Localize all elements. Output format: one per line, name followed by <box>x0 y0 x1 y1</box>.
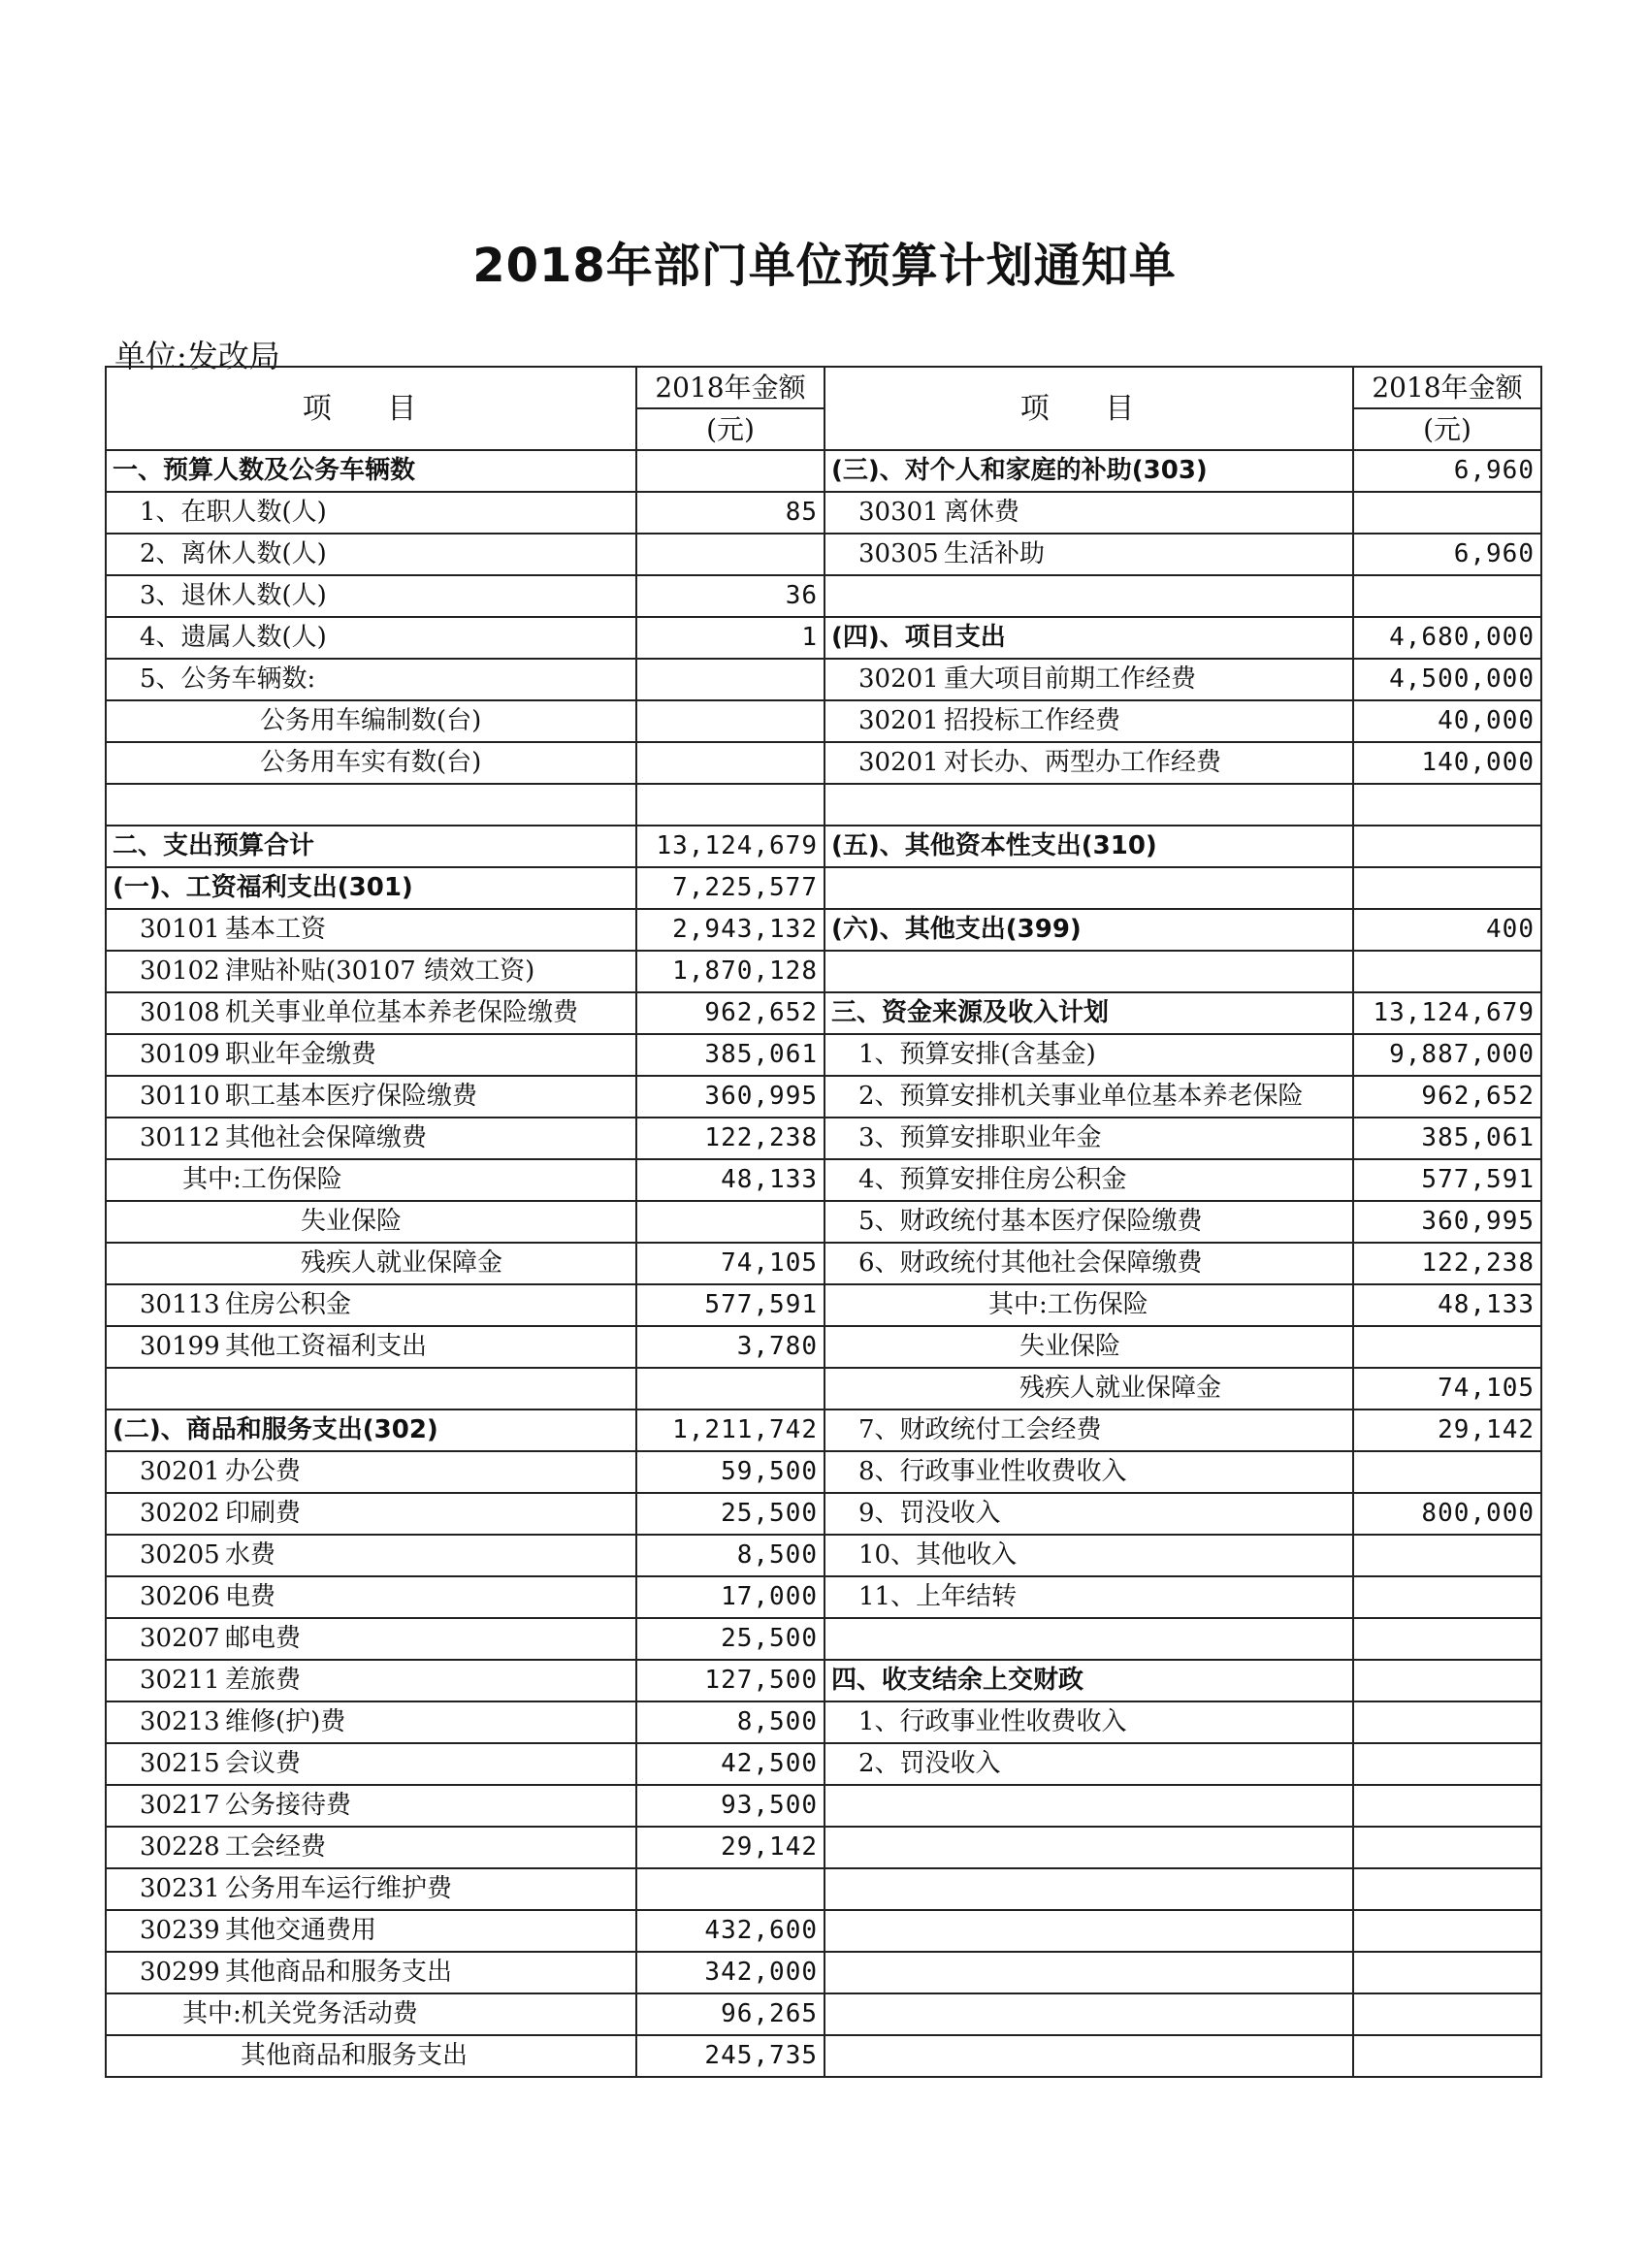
page-title: 2018年部门单位预算计划通知单 <box>472 239 1177 293</box>
right-item-label: (四)、项目支出 <box>831 623 1006 652</box>
left-item-code: 30201 <box>140 1457 220 1486</box>
left-item-code: 30108 <box>140 998 220 1027</box>
right-amount-cell: 48,133 <box>1353 1284 1541 1326</box>
left-item-cell <box>106 1409 636 1451</box>
left-item-label: 2、离休人数(人) <box>140 539 327 568</box>
right-item-cell <box>824 1368 1353 1409</box>
left-item-label: 1、在职人数(人) <box>140 498 327 527</box>
right-amount-cell <box>1353 1451 1541 1493</box>
left-item-code: 30207 <box>140 1624 220 1653</box>
table-row <box>106 1576 1541 1618</box>
left-amount-cell <box>636 784 824 826</box>
left-item-label: 水费 <box>225 1540 276 1570</box>
right-item-code: 30201 <box>858 706 939 735</box>
left-item-cell <box>106 1034 636 1076</box>
left-amount-cell: 1 <box>636 617 824 659</box>
right-amount-cell <box>1353 951 1541 992</box>
right-item-cell <box>824 2035 1353 2077</box>
left-item-cell <box>106 1159 636 1201</box>
right-item-label: 8、行政事业性收费收入 <box>858 1457 1127 1486</box>
left-amount-cell: 59,500 <box>636 1451 824 1493</box>
left-item-label: 公务用车运行维护费 <box>225 1874 453 1903</box>
left-item-label: 印刷费 <box>225 1499 302 1528</box>
right-item-cell <box>824 784 1353 826</box>
table-row <box>106 1201 1541 1243</box>
right-item-code: 30301 <box>858 498 939 527</box>
right-amount-cell: 4,680,000 <box>1353 617 1541 659</box>
right-item-cell <box>824 1660 1353 1701</box>
right-amount-cell: 577,591 <box>1353 1159 1541 1201</box>
right-item-cell <box>824 700 1353 742</box>
left-item-label: 其他工资福利支出 <box>225 1332 428 1361</box>
right-amount-cell <box>1353 1993 1541 2035</box>
right-item-label: 5、财政统付基本医疗保险缴费 <box>858 1207 1203 1236</box>
left-item-label: 其中:工伤保险 <box>182 1165 342 1194</box>
left-amount-cell: 42,500 <box>636 1743 824 1785</box>
table-row <box>106 1118 1541 1159</box>
left-amount-cell: 122,238 <box>636 1118 824 1159</box>
left-item-cell <box>106 1993 636 2035</box>
right-amount-cell: 400 <box>1353 909 1541 951</box>
left-item-code: 30239 <box>140 1916 220 1945</box>
table-row <box>106 867 1541 909</box>
right-amount-cell: 122,238 <box>1353 1243 1541 1284</box>
left-item-label: 一、预算人数及公务车辆数 <box>113 456 416 485</box>
right-item-label: 重大项目前期工作经费 <box>944 664 1197 694</box>
left-item-label: 其他社会保障缴费 <box>225 1123 428 1152</box>
left-amount-cell: 3,780 <box>636 1326 824 1368</box>
right-amount-cell: 13,124,679 <box>1353 992 1541 1034</box>
left-amount-cell: 360,995 <box>636 1076 824 1118</box>
right-amount-cell <box>1353 1576 1541 1618</box>
left-amount-cell <box>636 534 824 575</box>
left-item-code: 30109 <box>140 1040 220 1069</box>
right-item-label: (三)、对个人和家庭的补助(303) <box>831 456 1208 485</box>
left-item-cell <box>106 1576 636 1618</box>
left-item-cell <box>106 1785 636 1827</box>
left-item-label: 公务用车实有数(台) <box>260 748 482 777</box>
left-item-label: 3、退休人数(人) <box>140 581 327 610</box>
right-amount-cell: 40,000 <box>1353 700 1541 742</box>
right-item-label: 1、行政事业性收费收入 <box>858 1707 1127 1736</box>
left-amount-cell: 1,870,128 <box>636 951 824 992</box>
right-item-label: 生活补助 <box>944 539 1046 568</box>
right-item-cell <box>824 909 1353 951</box>
left-item-cell <box>106 1827 636 1868</box>
right-item-cell <box>824 1201 1353 1243</box>
left-item-cell <box>106 1201 636 1243</box>
left-item-cell <box>106 1743 636 1785</box>
right-amount-cell: 962,652 <box>1353 1076 1541 1118</box>
right-item-cell <box>824 1159 1353 1201</box>
left-item-cell <box>106 1284 636 1326</box>
left-item-cell <box>106 492 636 534</box>
left-amount-cell: 245,735 <box>636 2035 824 2077</box>
table-row <box>106 1618 1541 1660</box>
right-item-label: 9、罚没收入 <box>858 1499 1001 1528</box>
table-row <box>106 1076 1541 1118</box>
table-row <box>106 826 1541 867</box>
table-row <box>106 575 1541 617</box>
right-item-cell <box>824 1952 1353 1993</box>
left-item-label: (二)、商品和服务支出(302) <box>113 1415 438 1444</box>
right-item-cell <box>824 992 1353 1034</box>
left-item-code: 30213 <box>140 1707 220 1736</box>
left-item-code: 30202 <box>140 1499 220 1528</box>
left-item-cell <box>106 1118 636 1159</box>
table-row <box>106 659 1541 700</box>
left-amount-cell: 25,500 <box>636 1618 824 1660</box>
right-item-cell <box>824 617 1353 659</box>
left-amount-cell: 342,000 <box>636 1952 824 1993</box>
left-amount-cell <box>636 742 824 784</box>
header-item-left: 项 目 <box>106 367 636 450</box>
right-item-label: 4、预算安排住房公积金 <box>858 1165 1127 1194</box>
table-row <box>106 534 1541 575</box>
left-amount-cell: 432,600 <box>636 1910 824 1952</box>
right-item-cell <box>824 1785 1353 1827</box>
right-amount-cell <box>1353 1701 1541 1743</box>
right-item-label: 离休费 <box>944 498 1020 527</box>
right-item-cell <box>824 1284 1353 1326</box>
table-row <box>106 1451 1541 1493</box>
left-item-code: 30215 <box>140 1749 220 1778</box>
table-row <box>106 1743 1541 1785</box>
table-row <box>106 1952 1541 1993</box>
left-item-label: 津贴补贴(30107 绩效工资) <box>225 956 535 986</box>
right-item-code: 30201 <box>858 664 939 694</box>
left-item-label: 工会经费 <box>225 1832 327 1862</box>
left-item-label: 公务接待费 <box>225 1791 352 1820</box>
right-amount-cell <box>1353 2035 1541 2077</box>
left-item-label: 差旅费 <box>225 1666 302 1695</box>
left-amount-cell <box>636 700 824 742</box>
left-amount-cell <box>636 1201 824 1243</box>
right-item-cell <box>824 1118 1353 1159</box>
left-item-code: 30113 <box>140 1290 220 1319</box>
right-item-cell <box>824 951 1353 992</box>
right-item-label: 四、收支结余上交财政 <box>831 1666 1084 1695</box>
right-amount-cell <box>1353 1952 1541 1993</box>
left-item-cell <box>106 951 636 992</box>
right-item-cell <box>824 1576 1353 1618</box>
right-amount-cell <box>1353 1535 1541 1576</box>
left-item-cell <box>106 1868 636 1910</box>
left-amount-cell: 127,500 <box>636 1660 824 1701</box>
left-item-code: 30211 <box>140 1666 220 1695</box>
budget-table-body <box>106 367 1541 2077</box>
right-item-cell <box>824 659 1353 700</box>
left-item-cell <box>106 1243 636 1284</box>
left-item-cell <box>106 742 636 784</box>
left-amount-cell: 2,943,132 <box>636 909 824 951</box>
right-amount-cell <box>1353 1910 1541 1952</box>
left-item-code: 30206 <box>140 1582 220 1611</box>
right-amount-cell: 9,887,000 <box>1353 1034 1541 1076</box>
left-item-label: 失业保险 <box>301 1207 403 1236</box>
right-item-label: 对长办、两型办工作经费 <box>944 748 1222 777</box>
right-item-label: (五)、其他资本性支出(310) <box>831 831 1157 860</box>
right-item-cell <box>824 742 1353 784</box>
left-amount-cell: 13,124,679 <box>636 826 824 867</box>
left-item-cell <box>106 1910 636 1952</box>
right-amount-cell: 6,960 <box>1353 534 1541 575</box>
right-amount-cell <box>1353 1827 1541 1868</box>
left-item-cell <box>106 1076 636 1118</box>
table-row <box>106 742 1541 784</box>
table-row <box>106 1284 1541 1326</box>
left-item-cell <box>106 2035 636 2077</box>
right-item-cell <box>824 1618 1353 1660</box>
left-item-code: 30217 <box>140 1791 220 1820</box>
right-item-cell <box>824 1034 1353 1076</box>
right-item-cell <box>824 1743 1353 1785</box>
table-row <box>106 1243 1541 1284</box>
left-item-code: 30199 <box>140 1332 220 1361</box>
right-item-label: 招投标工作经费 <box>944 706 1121 735</box>
left-item-label: 其他商品和服务支出 <box>225 1958 453 1987</box>
left-item-cell <box>106 659 636 700</box>
left-item-code: 30110 <box>140 1082 220 1111</box>
left-item-cell <box>106 1660 636 1701</box>
header-row <box>106 367 1541 408</box>
left-amount-cell <box>636 1868 824 1910</box>
right-amount-cell: 74,105 <box>1353 1368 1541 1409</box>
left-amount-cell: 25,500 <box>636 1493 824 1535</box>
left-item-code: 30228 <box>140 1832 220 1862</box>
table-row <box>106 1368 1541 1409</box>
left-item-cell <box>106 534 636 575</box>
right-item-cell <box>824 1535 1353 1576</box>
table-row <box>106 1535 1541 1576</box>
left-amount-cell: 8,500 <box>636 1535 824 1576</box>
left-item-label: 住房公积金 <box>225 1290 352 1319</box>
left-amount-cell: 74,105 <box>636 1243 824 1284</box>
right-amount-cell: 140,000 <box>1353 742 1541 784</box>
left-amount-cell: 29,142 <box>636 1827 824 1868</box>
table-row <box>106 1868 1541 1910</box>
left-amount-cell: 385,061 <box>636 1034 824 1076</box>
header-amount-right: 2018年金额 <box>1353 367 1541 408</box>
right-item-cell <box>824 492 1353 534</box>
left-amount-cell: 93,500 <box>636 1785 824 1827</box>
table-row <box>106 492 1541 534</box>
right-item-label: 2、罚没收入 <box>858 1749 1001 1778</box>
right-item-cell <box>824 1451 1353 1493</box>
right-item-label: 其中:工伤保险 <box>988 1290 1148 1319</box>
table-row <box>106 1910 1541 1952</box>
right-item-label: 2、预算安排机关事业单位基本养老保险 <box>858 1082 1304 1111</box>
right-item-label: (六)、其他支出(399) <box>831 915 1082 944</box>
right-item-cell <box>824 1493 1353 1535</box>
right-item-label: 三、资金来源及收入计划 <box>831 998 1110 1027</box>
right-item-cell <box>824 867 1353 909</box>
right-item-label: 残疾人就业保障金 <box>1019 1374 1222 1403</box>
right-amount-cell <box>1353 1326 1541 1368</box>
table-row <box>106 992 1541 1034</box>
table-row <box>106 1034 1541 1076</box>
header-item-right: 项 目 <box>824 367 1353 450</box>
left-item-label: 其他商品和服务支出 <box>241 2041 469 2070</box>
left-item-label: 其中:机关党务活动费 <box>182 1999 418 2028</box>
left-amount-cell: 48,133 <box>636 1159 824 1201</box>
left-item-cell <box>106 450 636 492</box>
right-amount-cell: 360,995 <box>1353 1201 1541 1243</box>
right-item-code: 30305 <box>858 539 939 568</box>
left-item-cell <box>106 1535 636 1576</box>
right-item-cell <box>824 450 1353 492</box>
right-item-code: 30201 <box>858 748 939 777</box>
left-item-label: 机关事业单位基本养老保险缴费 <box>225 998 579 1027</box>
left-amount-cell: 96,265 <box>636 1993 824 2035</box>
left-item-cell <box>106 700 636 742</box>
left-item-label: 维修(护)费 <box>225 1707 346 1736</box>
left-amount-cell: 1,211,742 <box>636 1409 824 1451</box>
right-amount-cell <box>1353 867 1541 909</box>
left-item-cell <box>106 1326 636 1368</box>
left-item-label: (一)、工资福利支出(301) <box>113 873 413 902</box>
right-item-cell <box>824 575 1353 617</box>
left-item-label: 二、支出预算合计 <box>113 831 315 860</box>
right-amount-cell <box>1353 1660 1541 1701</box>
left-item-cell <box>106 867 636 909</box>
left-item-code: 30231 <box>140 1874 220 1903</box>
right-amount-cell: 385,061 <box>1353 1118 1541 1159</box>
right-item-label: 11、上年结转 <box>858 1582 1018 1611</box>
left-item-code: 30102 <box>140 956 220 986</box>
left-item-cell <box>106 575 636 617</box>
left-item-cell <box>106 909 636 951</box>
table-row <box>106 1326 1541 1368</box>
left-amount-cell <box>636 1368 824 1409</box>
left-item-cell <box>106 1952 636 1993</box>
left-item-label: 其他交通费用 <box>225 1916 377 1945</box>
right-amount-cell <box>1353 1618 1541 1660</box>
right-item-cell <box>824 1701 1353 1743</box>
right-item-cell <box>824 1993 1353 2035</box>
left-item-label: 公务用车编制数(台) <box>260 706 482 735</box>
table-row <box>106 1409 1541 1451</box>
right-amount-cell <box>1353 1785 1541 1827</box>
left-item-cell <box>106 784 636 826</box>
right-item-cell <box>824 534 1353 575</box>
right-item-label: 6、财政统付其他社会保障缴费 <box>858 1248 1203 1278</box>
left-item-cell <box>106 1701 636 1743</box>
left-item-label: 职工基本医疗保险缴费 <box>225 1082 478 1111</box>
left-item-label: 职业年金缴费 <box>225 1040 377 1069</box>
left-amount-cell: 17,000 <box>636 1576 824 1618</box>
left-amount-cell: 36 <box>636 575 824 617</box>
left-amount-cell <box>636 659 824 700</box>
left-amount-cell <box>636 450 824 492</box>
table-row <box>106 909 1541 951</box>
right-amount-cell <box>1353 575 1541 617</box>
left-item-cell <box>106 1368 636 1409</box>
table-row <box>106 1159 1541 1201</box>
header-unit-right: (元) <box>1353 408 1541 450</box>
right-item-cell <box>824 1409 1353 1451</box>
table-row <box>106 450 1541 492</box>
right-item-label: 1、预算安排(含基金) <box>858 1040 1096 1069</box>
left-item-label: 残疾人就业保障金 <box>301 1248 503 1278</box>
right-item-cell <box>824 1868 1353 1910</box>
right-item-cell <box>824 1076 1353 1118</box>
right-amount-cell <box>1353 1743 1541 1785</box>
left-item-cell <box>106 1493 636 1535</box>
left-amount-cell: 8,500 <box>636 1701 824 1743</box>
right-amount-cell: 29,142 <box>1353 1409 1541 1451</box>
left-amount-cell: 577,591 <box>636 1284 824 1326</box>
right-item-label: 7、财政统付工会经费 <box>858 1415 1102 1444</box>
left-amount-cell: 85 <box>636 492 824 534</box>
table-row <box>106 617 1541 659</box>
right-amount-cell: 6,960 <box>1353 450 1541 492</box>
left-item-cell <box>106 826 636 867</box>
right-amount-cell: 800,000 <box>1353 1493 1541 1535</box>
right-amount-cell <box>1353 784 1541 826</box>
left-item-cell <box>106 617 636 659</box>
left-item-code: 30112 <box>140 1123 220 1152</box>
left-item-label: 邮电费 <box>225 1624 302 1653</box>
left-item-code: 30101 <box>140 915 220 944</box>
header-amount-left: 2018年金额 <box>636 367 824 408</box>
left-amount-cell: 962,652 <box>636 992 824 1034</box>
table-row <box>106 784 1541 826</box>
budget-table <box>105 366 1542 2078</box>
left-item-label: 电费 <box>225 1582 276 1611</box>
right-item-cell <box>824 1326 1353 1368</box>
right-item-cell <box>824 1827 1353 1868</box>
table-row <box>106 700 1541 742</box>
right-item-cell <box>824 1243 1353 1284</box>
table-row <box>106 1827 1541 1868</box>
right-amount-cell <box>1353 1868 1541 1910</box>
left-item-cell <box>106 1451 636 1493</box>
table-row <box>106 1493 1541 1535</box>
right-item-cell <box>824 1910 1353 1952</box>
table-row <box>106 951 1541 992</box>
right-item-label: 10、其他收入 <box>858 1540 1018 1570</box>
left-amount-cell: 7,225,577 <box>636 867 824 909</box>
left-item-label: 基本工资 <box>225 915 327 944</box>
left-item-label: 办公费 <box>225 1457 302 1486</box>
right-amount-cell <box>1353 826 1541 867</box>
table-row <box>106 1660 1541 1701</box>
right-item-label: 失业保险 <box>1019 1332 1121 1361</box>
header-unit-left: (元) <box>636 408 824 450</box>
left-item-cell <box>106 992 636 1034</box>
left-item-label: 5、公务车辆数: <box>140 664 316 694</box>
left-item-label: 4、遗属人数(人) <box>140 623 327 652</box>
right-amount-cell: 4,500,000 <box>1353 659 1541 700</box>
left-item-code: 30299 <box>140 1958 220 1987</box>
table-row <box>106 1785 1541 1827</box>
table-row <box>106 2035 1541 2077</box>
right-amount-cell <box>1353 492 1541 534</box>
table-row <box>106 1993 1541 2035</box>
table-row <box>106 1701 1541 1743</box>
right-item-cell <box>824 826 1353 867</box>
left-item-code: 30205 <box>140 1540 220 1570</box>
right-item-label: 3、预算安排职业年金 <box>858 1123 1102 1152</box>
left-item-label: 会议费 <box>225 1749 302 1778</box>
unit-label: 单位:发改局 <box>114 338 280 374</box>
left-item-cell <box>106 1618 636 1660</box>
